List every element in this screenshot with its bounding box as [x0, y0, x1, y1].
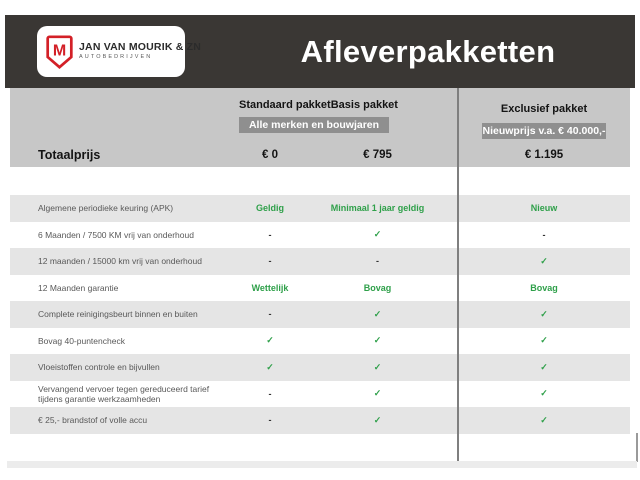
table-row [10, 354, 630, 381]
standard-value: - [268, 256, 272, 267]
standard-price: € 0 [262, 149, 278, 161]
brand-subtitle: AUTOBEDRIJVEN [79, 54, 153, 61]
new-price-badge: Nieuwprijs v.a. € 40.000,- [482, 125, 606, 137]
table-row [10, 328, 630, 355]
table-row [10, 248, 630, 275]
exclusief-value: ✓ [540, 335, 548, 346]
brand-name: JAN VAN MOURIK & ZN [79, 41, 202, 54]
feature-label: Complete reinigingsbeurt binnen en buiten [38, 309, 198, 320]
brand-text [79, 42, 201, 61]
table-row [10, 275, 630, 302]
basis-value: ✓ [373, 308, 382, 319]
basis-value: ✓ [373, 361, 382, 372]
standard-value: ✓ [266, 335, 274, 346]
feature-label: 12 Maanden garantie [38, 282, 119, 293]
exclusief-value: ✓ [540, 414, 548, 425]
bottom-strip [7, 461, 637, 468]
column-divider [457, 88, 459, 462]
feature-label: Vervangend vervoer tegen gereduceerd tarief tijdens garantie werkzaamheden [38, 383, 210, 404]
feature-label: Vloeistoffen controle en bijvullen [38, 362, 160, 373]
basis-value: Bovag [363, 282, 392, 293]
basis-value: ✓ [373, 335, 382, 346]
exclusief-package-label: Exclusief pakket [500, 103, 588, 115]
brand-logo [37, 26, 202, 77]
feature-label: 6 Maanden / 7500 KM vrij van onderhoud [38, 229, 194, 240]
table-row [10, 301, 630, 328]
basis-value: ✓ [373, 414, 382, 425]
standard-value: - [268, 229, 272, 240]
table-right-border [636, 433, 638, 462]
exclusief-value: - [542, 229, 546, 240]
feature-label: Algemene periodieke keuring (APK) [38, 203, 174, 214]
feature-label: € 25,- brandstof of volle accu [38, 415, 148, 426]
all-brands-badge: Alle merken en bouwjaren [239, 117, 389, 133]
totals-row [10, 148, 630, 162]
standard-value: - [268, 309, 272, 320]
table-row [10, 381, 630, 408]
standard-value: ✓ [266, 361, 274, 372]
exclusief-value: ✓ [540, 255, 548, 266]
brand-monogram: M [52, 40, 67, 59]
basis-value: Minimaal 1 jaar geldig [330, 203, 425, 214]
totals-label: Totaalprijs [38, 148, 101, 162]
exclusief-column [458, 99, 630, 139]
standard-value: Wettelijk [251, 282, 289, 293]
table-row [10, 195, 630, 222]
standard-value: Geldig [255, 203, 284, 214]
table-row [10, 407, 630, 434]
basis-value: ✓ [373, 229, 382, 240]
exclusief-value: Nieuw [530, 203, 558, 214]
table-row [10, 222, 630, 249]
header-bar [5, 15, 635, 88]
basis-value: - [376, 256, 379, 267]
standard-package-label: Standaard pakket [239, 99, 331, 111]
exclusief-price: € 1.195 [524, 149, 564, 161]
exclusief-value: ✓ [540, 308, 548, 319]
basis-price: € 795 [363, 149, 392, 161]
basis-value: ✓ [373, 388, 382, 399]
exclusief-value: ✓ [540, 388, 548, 399]
feature-label: Bovag 40-puntencheck [38, 335, 125, 346]
standard-basis-columns [239, 99, 398, 133]
exclusief-value: Bovag [530, 282, 558, 293]
package-labels [239, 99, 398, 111]
feature-table [10, 195, 630, 434]
feature-label: 12 maanden / 15000 km vrij van onderhoud [38, 256, 202, 267]
basis-package-label: Basis pakket [330, 99, 398, 111]
standard-value: - [268, 415, 272, 426]
standard-value: - [268, 388, 272, 399]
package-header-section [10, 88, 630, 167]
page-title: Afleverpakketten [300, 34, 556, 69]
exclusief-value: ✓ [540, 361, 548, 372]
brand-shield-icon [46, 34, 73, 70]
